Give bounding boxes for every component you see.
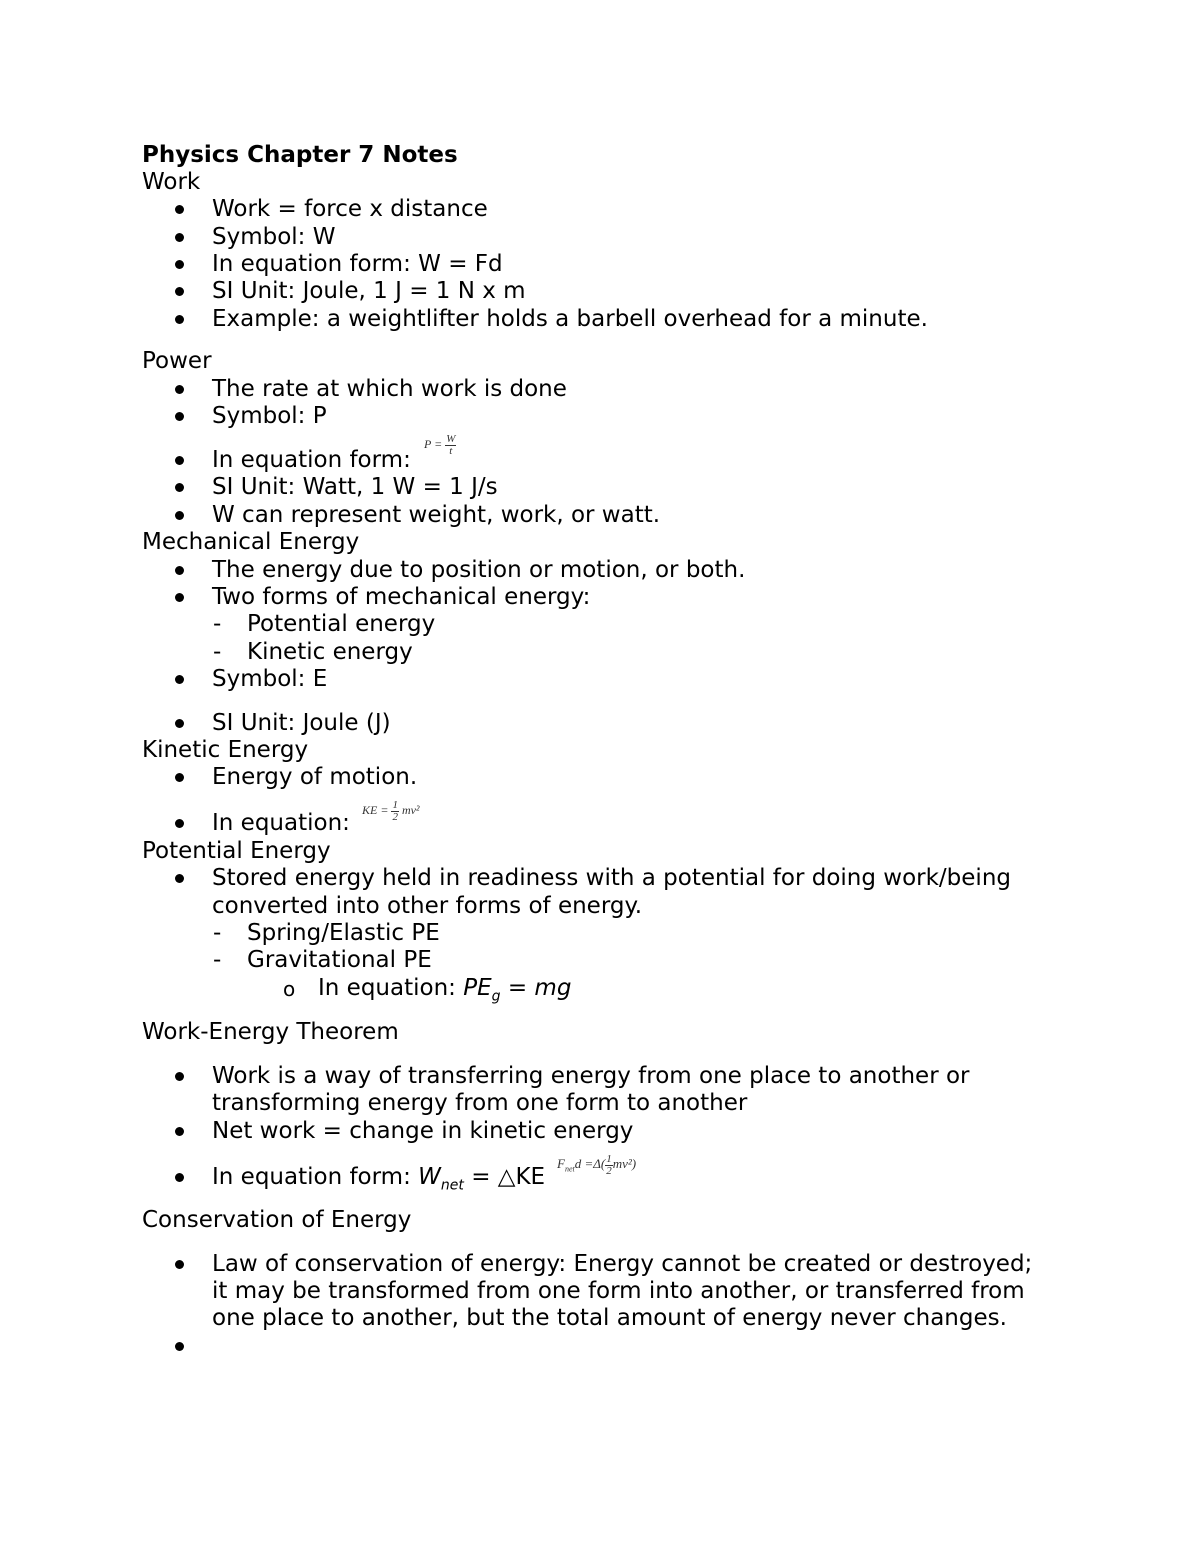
list-item: Example: a weightlifter holds a barbell overhead for a minute. bbox=[212, 306, 928, 332]
list-item: In equation form: bbox=[212, 447, 411, 473]
bullet-icon bbox=[175, 819, 184, 828]
bullet-icon bbox=[175, 456, 184, 465]
list-item-continuation: it may be transformed from one form into another, or transferred from bbox=[212, 1278, 1025, 1304]
list-item: Energy of motion. bbox=[212, 764, 418, 790]
list-item: Symbol: E bbox=[212, 666, 328, 692]
bullet-icon bbox=[175, 483, 184, 492]
bullet-icon bbox=[175, 315, 184, 324]
list-item: The rate at which work is done bbox=[212, 376, 567, 402]
list-item: In equation: bbox=[212, 810, 350, 836]
list-item: SI Unit: Watt, 1 W = 1 J/s bbox=[212, 474, 498, 500]
list-item: Work is a way of transferring energy from one place to another or bbox=[212, 1063, 970, 1089]
list-item: Symbol: P bbox=[212, 403, 327, 429]
list-item: Work = force x distance bbox=[212, 196, 488, 222]
list-item: Potential energy bbox=[247, 611, 436, 637]
section-heading-power: Power bbox=[142, 348, 212, 374]
list-item: Two forms of mechanical energy: bbox=[212, 584, 591, 610]
section-heading-work: Work bbox=[142, 169, 201, 195]
bullet-icon bbox=[175, 1342, 184, 1351]
page-title: Physics Chapter 7 Notes bbox=[142, 142, 458, 168]
bullet-icon bbox=[175, 1127, 184, 1136]
list-item-continuation: converted into other forms of energy. bbox=[212, 893, 643, 919]
bullet-icon bbox=[175, 412, 184, 421]
list-item: Spring/Elastic PE bbox=[247, 920, 440, 946]
work-energy-equation: $F_{net}d =\Delta$( $\frac{1}{2}$ mv²) bbox=[557, 1152, 637, 1177]
list-item: In equation: $PE_g$ = mg bbox=[318, 975, 572, 1005]
bullet-icon bbox=[175, 566, 184, 575]
bullet-icon bbox=[175, 205, 184, 214]
list-item: In equation form: W = Fd bbox=[212, 251, 503, 277]
dash-marker: - bbox=[213, 920, 222, 946]
bullet-icon bbox=[175, 719, 184, 728]
list-item-continuation: transforming energy from one form to another bbox=[212, 1090, 748, 1116]
bullet-icon bbox=[175, 773, 184, 782]
section-heading-kinetic: Kinetic Energy bbox=[142, 737, 309, 763]
bullet-icon bbox=[175, 287, 184, 296]
bullet-icon bbox=[175, 1173, 184, 1182]
circle-bullet-icon: o bbox=[283, 977, 296, 1001]
list-item: Gravitational PE bbox=[247, 947, 432, 973]
list-item: The energy due to position or motion, or both. bbox=[212, 557, 746, 583]
kinetic-equation: KE = $\frac{1}{2}$ mv² bbox=[362, 798, 420, 823]
power-equation: P = $\frac{W}{t}$ bbox=[424, 432, 456, 457]
bullet-icon bbox=[175, 593, 184, 602]
bullet-icon bbox=[175, 233, 184, 242]
section-heading-conservation: Conservation of Energy bbox=[142, 1207, 412, 1233]
bullet-icon bbox=[175, 874, 184, 883]
bullet-icon bbox=[175, 1260, 184, 1269]
bullet-icon bbox=[175, 385, 184, 394]
list-item: Stored energy held in readiness with a potential for doing work/being bbox=[212, 865, 1011, 891]
bullet-icon bbox=[175, 511, 184, 520]
bullet-icon bbox=[175, 260, 184, 269]
dash-marker: - bbox=[213, 947, 222, 973]
list-item-continuation: one place to another, but the total amount of energy never changes. bbox=[212, 1305, 1007, 1331]
list-item: Symbol: W bbox=[212, 224, 336, 250]
section-heading-mechanical: Mechanical Energy bbox=[142, 529, 360, 555]
list-item: SI Unit: Joule, 1 J = 1 N x m bbox=[212, 278, 526, 304]
section-heading-potential: Potential Energy bbox=[142, 838, 331, 864]
bullet-icon bbox=[175, 1072, 184, 1081]
list-item: W can represent weight, work, or watt. bbox=[212, 502, 661, 528]
list-item: In equation form: $W_{net}$ = △KE bbox=[212, 1164, 546, 1194]
list-item: SI Unit: Joule (J) bbox=[212, 710, 391, 736]
dash-marker: - bbox=[213, 639, 222, 665]
list-item: Net work = change in kinetic energy bbox=[212, 1118, 634, 1144]
bullet-icon bbox=[175, 675, 184, 684]
list-item: Law of conservation of energy: Energy cannot be created or destroyed; bbox=[212, 1251, 1033, 1277]
dash-marker: - bbox=[213, 611, 222, 637]
list-item: Kinetic energy bbox=[247, 639, 413, 665]
section-heading-work-energy: Work-Energy Theorem bbox=[142, 1019, 399, 1045]
